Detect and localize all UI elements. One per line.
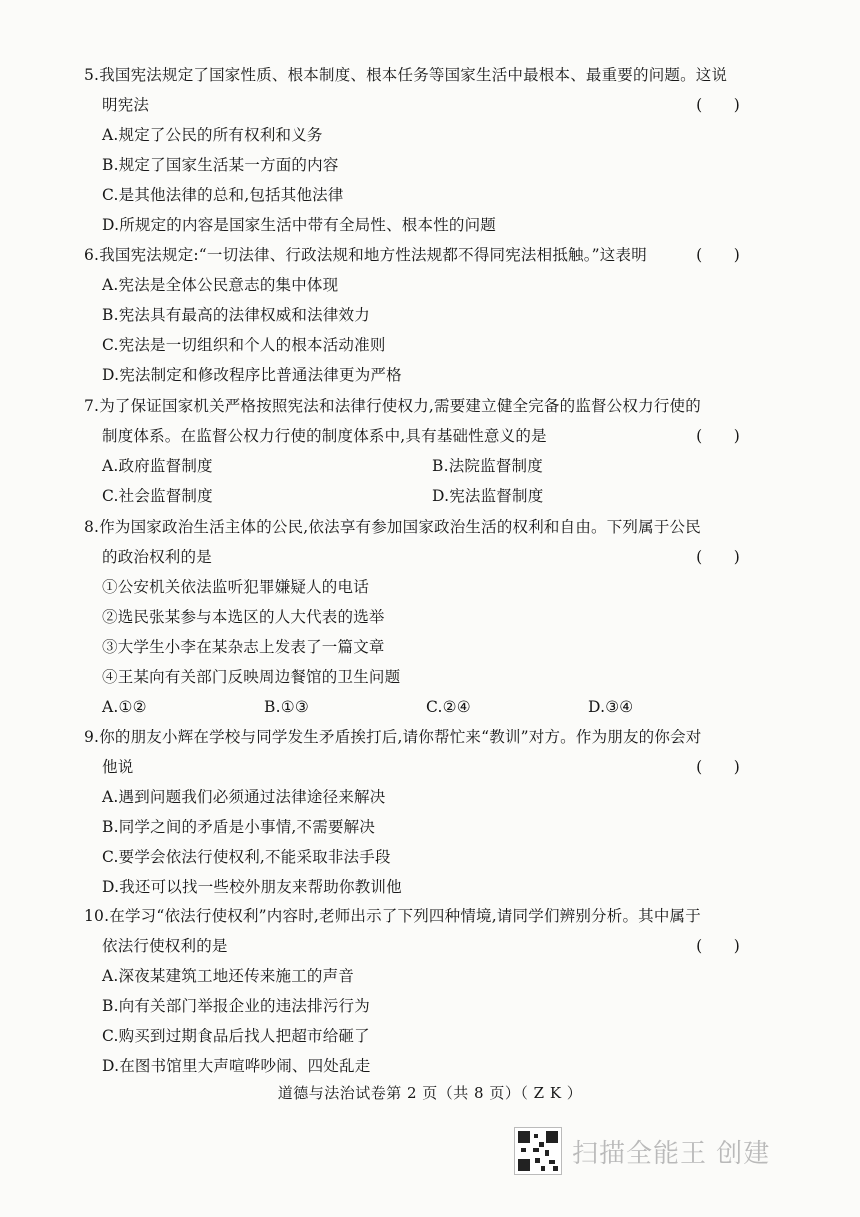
- question-stem-text: 明宪法: [102, 96, 150, 114]
- option: B.①③: [264, 698, 309, 716]
- option: B.宪法具有最高的法律权威和法律效力: [102, 306, 370, 324]
- question-stem: [84, 542, 764, 572]
- page-footer: 道德与法治试卷第 2 页（共 8 页）（ Z K ）: [277, 1084, 583, 1102]
- option: B.同学之间的矛盾是小事情,不需要解决: [102, 818, 376, 836]
- scanner-watermark: [514, 1127, 770, 1175]
- option: A.政府监督制度: [102, 457, 213, 475]
- option: C.宪法是一切组织和个人的根本活动准则: [102, 336, 386, 354]
- answer-paren: ( ): [696, 96, 740, 114]
- option: C.购买到过期食品后找人把超市给砸了: [102, 1027, 370, 1045]
- question-stem: 5.我国宪法规定了国家性质、根本制度、根本任务等国家生活中最根本、最重要的问题。这说: [84, 66, 728, 84]
- question-stem: [84, 90, 764, 120]
- question-stem-text: 6.我国宪法规定:“一切法律、行政法规和地方性法规都不得同宪法相抵触。”这表明: [84, 246, 647, 264]
- question-stem-text: 制度体系。在监督公权力行使的制度体系中,具有基础性意义的是: [102, 427, 547, 445]
- option: C.社会监督制度: [102, 487, 213, 505]
- answer-paren: ( ): [696, 937, 740, 955]
- option: A.遇到问题我们必须通过法律途径来解决: [102, 788, 386, 806]
- question-6: [84, 240, 764, 390]
- question-stem: [84, 240, 764, 270]
- watermark-text: 扫描全能王 创建: [572, 1138, 771, 1169]
- answer-paren: ( ): [696, 246, 740, 264]
- question-stem: 7.为了保证国家机关严格按照宪法和法律行使权力,需要建立健全完备的监督公权力行使的: [84, 397, 701, 415]
- option: A.规定了公民的所有权利和义务: [102, 126, 323, 144]
- question-5: [84, 60, 764, 240]
- option-row: [84, 451, 764, 481]
- option: C.②④: [426, 698, 471, 716]
- statement-item: ③大学生小李在某杂志上发表了一篇文章: [102, 638, 385, 656]
- question-stem-text: 依法行使权利的是: [102, 937, 228, 955]
- option: A.宪法是全体公民意志的集中体现: [102, 276, 339, 294]
- statement-item: ②选民张某参与本选区的人大代表的选举: [102, 608, 385, 626]
- answer-paren: ( ): [696, 758, 740, 776]
- question-stem: 10.在学习“依法行使权利”内容时,老师出示了下列四种情境,请同学们辨别分析。其中属于: [84, 907, 701, 925]
- answer-paren: ( ): [696, 427, 740, 445]
- option: C.是其他法律的总和,包括其他法律: [102, 186, 344, 204]
- question-stem: 8.作为国家政治生活主体的公民,依法享有参加国家政治生活的权利和自由。下列属于公民: [84, 518, 701, 536]
- option: A.深夜某建筑工地还传来施工的声音: [102, 967, 355, 985]
- question-stem: 9.你的朋友小辉在学校与同学发生矛盾挨打后,请你帮忙来“教训”对方。作为朋友的你会对: [84, 728, 702, 746]
- option-row: [84, 692, 764, 722]
- question-8: [84, 512, 764, 722]
- question-stem: [84, 752, 764, 782]
- question-stem: [84, 931, 764, 961]
- option: D.宪法监督制度: [432, 487, 544, 505]
- question-stem-text: 他说: [102, 758, 134, 776]
- option: D.宪法制定和修改程序比普通法律更为严格: [102, 366, 402, 384]
- option: D.所规定的内容是国家生活中带有全局性、根本性的问题: [102, 216, 497, 234]
- question-7: [84, 391, 764, 511]
- question-stem: [84, 421, 764, 451]
- option: B.向有关部门举报企业的违法排污行为: [102, 997, 370, 1015]
- answer-paren: ( ): [696, 548, 740, 566]
- question-stem-text: 的政治权利的是: [102, 548, 212, 566]
- option: D.在图书馆里大声喧哗吵闹、四处乱走: [102, 1057, 371, 1075]
- question-9: [84, 722, 764, 902]
- option: A.①②: [102, 698, 147, 716]
- option: C.要学会依法行使权利,不能采取非法手段: [102, 848, 391, 866]
- statement-item: ④王某向有关部门反映周边餐馆的卫生问题: [102, 668, 401, 686]
- option: B.规定了国家生活某一方面的内容: [102, 156, 339, 174]
- qr-code-icon: [514, 1127, 562, 1175]
- option: B.法院监督制度: [432, 457, 543, 475]
- statement-item: ①公安机关依法监听犯罪嫌疑人的电话: [102, 578, 369, 596]
- option-row: [84, 481, 764, 511]
- option: D.我还可以找一些校外朋友来帮助你教训他: [102, 878, 402, 896]
- option: D.③④: [588, 698, 634, 716]
- question-10: [84, 901, 764, 1081]
